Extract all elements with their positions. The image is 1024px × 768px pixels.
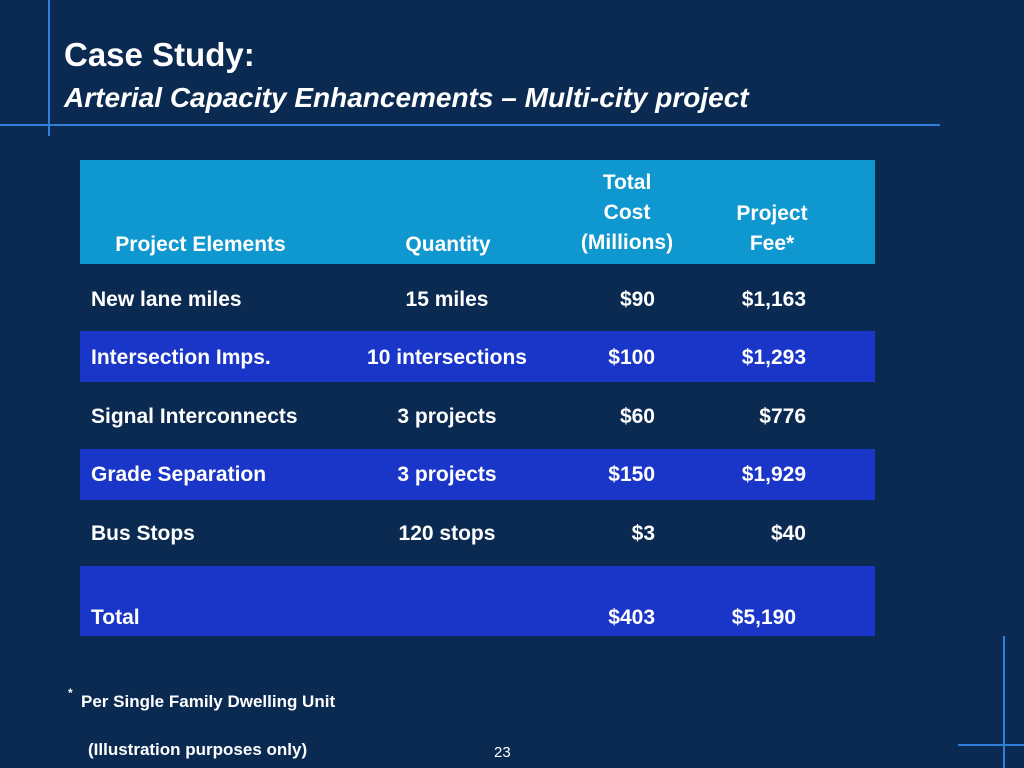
row-quantity: 3 projects [397,405,497,428]
row-cost: $150 [608,463,655,486]
accent-line-corner-vertical [1003,636,1005,768]
footnote-marker: * [68,686,73,700]
header-quantity: Quantity [405,233,491,256]
total-label: Total [91,606,140,629]
row-element: Intersection Imps. [91,346,271,369]
row-fee: $1,293 [741,346,806,369]
row-fee: $1,929 [741,463,806,486]
footnote-dwelling-unit: Per Single Family Dwelling Unit [81,692,336,711]
row-element: Signal Interconnects [91,405,298,428]
accent-line-horizontal [0,124,940,126]
row-cost: $100 [608,346,655,369]
row-fee: $776 [759,405,806,428]
row-fee: $1,163 [741,288,806,311]
row-element: Grade Separation [91,463,267,486]
header-project-elements: Project Elements [115,233,286,256]
footnote-illustration: (Illustration purposes only) [88,740,308,759]
header-cost-line1: Total [602,171,652,194]
row-element: Bus Stops [91,522,195,545]
row-fee: $40 [770,522,806,545]
slide-subtitle: Arterial Capacity Enhancements – Multi-city project [64,82,749,113]
accent-line-vertical [48,0,50,136]
row-cost: $3 [631,522,655,545]
row-quantity: 15 miles [405,288,489,311]
row-quantity: 10 intersections [367,346,527,369]
header-cost-line2: Cost [603,201,651,224]
total-cost: $403 [608,606,655,629]
row-quantity: 3 projects [397,463,497,486]
header-fee-line1: Project [736,202,808,225]
slide-title: Case Study: [64,36,255,73]
row-element: New lane miles [91,288,242,311]
header-total-cost [560,168,694,258]
row-quantity: 120 stops [398,522,496,545]
accent-line-corner-horizontal [958,744,1024,746]
row-cost: $90 [619,288,655,311]
header-fee-line2: Fee* [749,232,795,255]
page-number: 23 [494,744,511,761]
row-cost: $60 [619,405,655,428]
header-project-fee [712,199,832,259]
header-cost-line3: (Millions) [580,231,674,254]
total-fee: $5,190 [731,606,796,629]
